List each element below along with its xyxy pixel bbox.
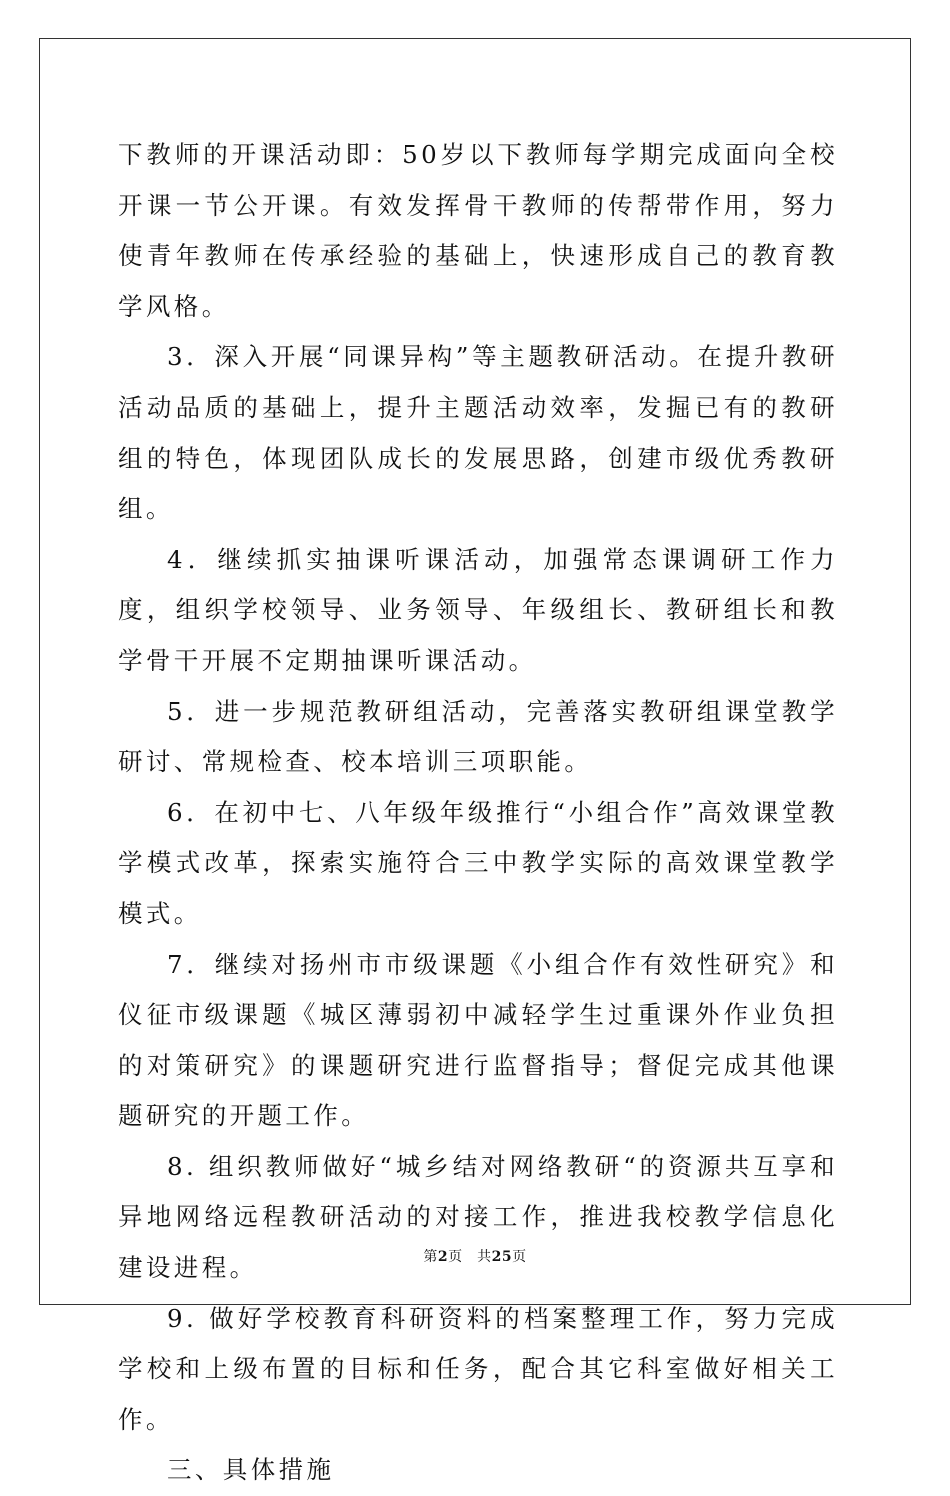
paragraph-item-7: 7．继续对扬州市市级课题《小组合作有效性研究》和仪征市级课题《城区薄弱初中减轻学生过重课外作业负担的对策研究》的课题研究进行监督指导；督促完成其他课题研究的开题工作。 (118, 949, 838, 1131)
paragraph-item-6: 6．在初中七、八年级年级推行“小组合作”高效课堂教学模式改革，探索实施符合三中教学实际的高效课堂教学模式。 (118, 797, 838, 928)
document-body (118, 130, 838, 1496)
paragraph-item-3: 3．深入开展“同课异构”等主题教研活动。在提升教研活动品质的基础上，提升主题活动效率，发掘已有的教研组的特色，体现团队成长的发展思路，创建市级优秀教研组。 (118, 342, 838, 524)
page-footer (0, 1246, 950, 1266)
footer-prefix: 第 (423, 1249, 438, 1265)
section-heading: 三、具体措施 (167, 1455, 335, 1485)
footer-total-pages: 25 (491, 1249, 513, 1265)
paragraph-continuation: 下教师的开课活动即：50岁以下教师每学期完成面向全校开课一节公开课。有效发挥骨干教师的传帮带作用，努力使青年教师在传承经验的基础上，快速形成自己的教育教学风格。 (118, 140, 838, 321)
footer-suffix: 页 (512, 1249, 527, 1265)
footer-current-page: 2 (437, 1249, 449, 1265)
paragraph-item-9: 9. 做好学校教育科研资料的档案整理工作，努力完成学校和上级布置的目标和任务，配合其它科室做好相关工作。 (118, 1303, 838, 1434)
footer-middle: 页 共 (448, 1249, 492, 1265)
paragraph-item-5: 5．进一步规范教研组活动，完善落实教研组课堂教学研讨、常规检查、校本培训三项职能。 (118, 696, 838, 777)
paragraph-item-8: 8. 组织教师做好“城乡结对网络教研“的资源共互享和异地网络远程教研活动的对接工作，推进我校教学信息化建设进程。 (118, 1151, 838, 1283)
paragraph-item-4: 4．继续抓实抽课听课活动，加强常态课调研工作力度，组织学校领导、业务领导、年级组长、教研组长和教学骨干开展不定期抽课听课活动。 (118, 544, 838, 675)
